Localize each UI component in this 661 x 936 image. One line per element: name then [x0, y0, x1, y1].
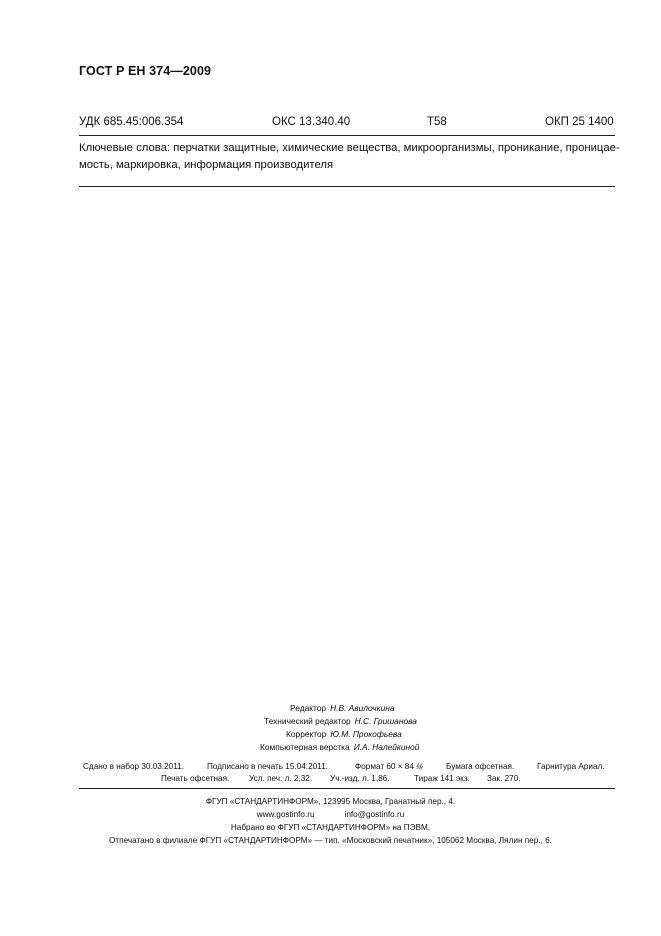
print-order: Зак. 270. [487, 774, 521, 783]
tech-editor-role: Технический редактор [264, 716, 351, 726]
typeset-note: Набрано во ФГУП «СТАНДАРТИНФОРМ» на ПЭВМ. [230, 823, 431, 832]
bottom-divider [79, 186, 615, 187]
corrector-name: Ю.М. Прокофьева [330, 729, 402, 739]
publisher-website[interactable]: www.gostinfo.ru [256, 810, 315, 819]
okp-code: ОКП 25 1400 [545, 116, 614, 128]
print-format-fraction: ⅛ [415, 762, 424, 771]
layout-name: И.А. Налейкиной [353, 742, 420, 752]
oks-code: ОКС 13.340.40 [272, 116, 351, 128]
standard-title: ГОСТ Р ЕН 374—2009 [79, 64, 212, 78]
publisher-email[interactable]: info@gostinfo.ru [344, 810, 405, 819]
tech-editor-credit [264, 715, 417, 728]
keywords-block [79, 140, 620, 174]
print-format-label: Формат 60 × 84 [355, 762, 414, 771]
t-code: Т58 [427, 116, 447, 128]
keywords-line-1: Ключевые слова: перчатки защитные, химические вещества, микроорганизмы, проникание, проницае- [79, 142, 620, 154]
udk-code: УДК 685.45:006.354 [79, 116, 184, 128]
layout-role: Компьютерная верстка [260, 742, 350, 752]
publisher-contacts [0, 809, 661, 822]
top-divider [79, 135, 615, 136]
keywords-line-2: мость, маркировка, информация производителя [79, 159, 334, 171]
tech-editor-name: Н.С. Гришанова [354, 716, 417, 726]
print-pub-sheets: Уч.-изд. л. 1,86. [330, 774, 390, 783]
publisher-divider [79, 788, 615, 789]
print-signed: Подписано в печать 15.04.2011. [207, 762, 328, 771]
layout-credit [260, 741, 419, 754]
printed-note: Отпечатано в филиале ФГУП «СТАНДАРТИНФОРМ» — тип. «Московский печатник», 105062 Москва, Лялин пер., 6. [109, 836, 552, 845]
editor-credit [290, 702, 395, 715]
publisher-address: ФГУП «СТАНДАРТИНФОРМ», 123995 Москва, Гранатный пер., 4. [205, 797, 456, 806]
print-sheets: Усл. печ. л. 2,32. [249, 774, 313, 783]
corrector-role: Корректор [286, 729, 327, 739]
print-paper: Бумага офсетная. [446, 762, 515, 771]
editor-name: Н.В. Авилочкина [330, 703, 395, 713]
corrector-credit [286, 728, 402, 741]
print-run: Тираж 141 экз. [414, 774, 470, 783]
print-typeface: Гарнитура Ариал. [537, 762, 605, 771]
print-method: Печать офсетная. [161, 774, 230, 783]
editor-role: Редактор [290, 703, 327, 713]
print-submitted: Сдано в набор 30.03.2011. [83, 762, 185, 771]
